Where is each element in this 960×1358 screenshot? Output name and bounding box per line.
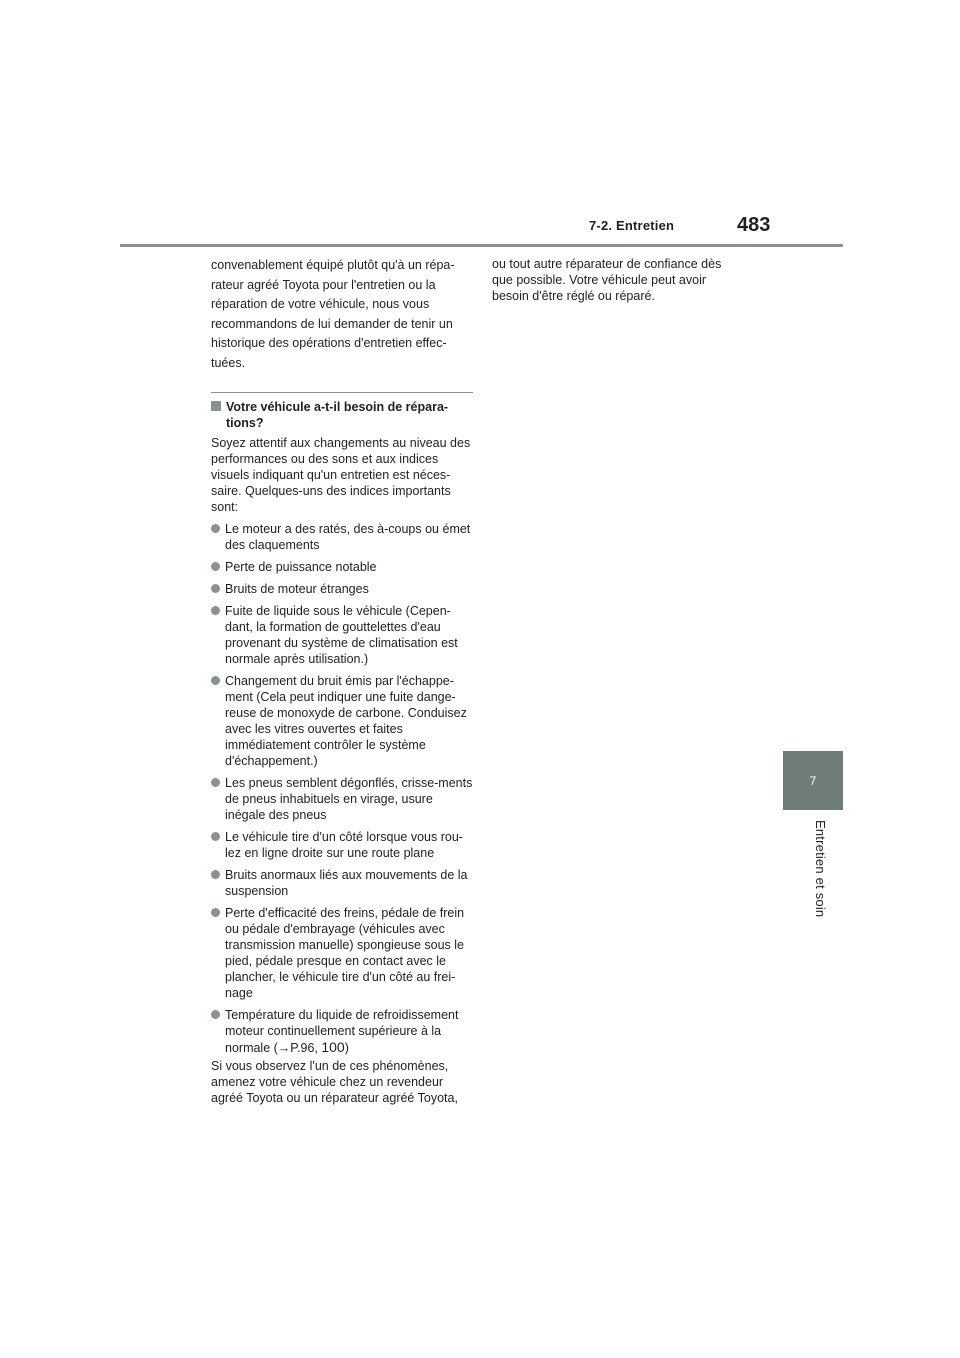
intro-line: convenablement équipé plutôt qu'à un répa- [211, 258, 455, 272]
list-item-text: Bruits anormaux liés aux mouvements de la suspension [225, 868, 468, 898]
list-item [211, 905, 473, 1001]
bullet-dot-icon [211, 778, 220, 787]
list-item [211, 603, 473, 667]
bullet-dot-icon [211, 676, 220, 685]
bullet-dot-icon [211, 1010, 220, 1019]
chapter-label: Entretien et soin [813, 820, 828, 918]
list-item-text: Perte de puissance notable [225, 560, 377, 574]
right-column [492, 256, 742, 304]
list-item-text: Bruits de moteur étranges [225, 582, 369, 596]
list-item-text: Changement du bruit émis par l'échappe-ment (Cela peut indiquer une fuite dange-reuse de monoxyde de carbone. Conduisez avec les vitres ouvertes et faites immédiatement contrôler le système d'échappement.) [225, 674, 467, 768]
list-item-text: Les pneus semblent dégonflés, crisse-ments de pneus inhabituels en virage, usure inégale des pneus [225, 776, 473, 822]
bullet-dot-icon [211, 584, 220, 593]
arrow-right-icon: → [277, 1041, 291, 1055]
list-item-text-main: Température du liquide de refroidissement moteur continuellement supérieure à la normale ( [225, 1008, 459, 1055]
intro-line: historique des opérations d'entretien effec- [211, 336, 447, 350]
list-item [211, 581, 473, 597]
page-reference-link[interactable]: P.96, [290, 1041, 322, 1055]
bullet-dot-icon [211, 524, 220, 533]
closing-paragraph: Si vous observez l'un de ces phénomènes, amenez votre véhicule chez un revendeur agréé Toyota ou un réparateur agréé Toyota, [211, 1059, 458, 1105]
bullet-dot-icon [211, 606, 220, 615]
right-column-text: ou tout autre réparateur de confiance dès que possible. Votre véhicule peut avoir besoin d'être réglé ou réparé. [492, 257, 722, 303]
list-item [211, 1007, 473, 1056]
bullet-dot-icon [211, 908, 220, 917]
intro-paragraph [211, 256, 473, 373]
bullet-dot-icon [211, 870, 220, 879]
intro-line: réparation de votre véhicule, nous vous [211, 297, 430, 311]
list-item-text: Le véhicule tire d'un côté lorsque vous rou-lez en ligne droite sur une route plane [225, 830, 463, 860]
left-column [211, 256, 473, 1106]
page-number: 483 [737, 214, 771, 236]
bullet-dot-icon [211, 562, 220, 571]
list-item [211, 673, 473, 769]
section-title: 7-2. Entretien [589, 218, 675, 233]
symptom-list [211, 521, 473, 1056]
chapter-number: 7 [809, 773, 817, 788]
reference-close: ) [344, 1041, 349, 1055]
list-item [211, 775, 473, 823]
subheading-text: Votre véhicule a-t-il besoin de répara-tions? [226, 400, 449, 430]
list-item [211, 559, 473, 575]
list-item-text: Perte d'efficacité des freins, pédale de frein ou pédale d'embrayage (véhicules avec transmission manuelle) spongieuse sous le pied, pédale presque en contact avec le plancher, le véhicule tire d'un côté au frei-nage [225, 906, 465, 1000]
bullet-dot-icon [211, 832, 220, 841]
intro-line: tuées. [211, 355, 246, 370]
list-item [211, 521, 473, 553]
list-item-text [225, 1007, 473, 1056]
intro-line: recommandons de lui demander de tenir un [211, 316, 453, 331]
page-reference-link-2[interactable]: 100 [321, 1039, 345, 1055]
header-divider [120, 244, 843, 247]
section-divider [211, 392, 473, 393]
list-item [211, 867, 473, 899]
intro-line: rateur agréé Toyota pour l'entretien ou la [211, 277, 436, 292]
list-item [211, 829, 473, 861]
list-item-text: Le moteur a des ratés, des à-coups ou émet des claquements [225, 522, 471, 552]
body-paragraph: Soyez attentif aux changements au niveau des performances ou des sons et aux indices visuels indiquant qu'un entretien est néces-saire. Quelques-uns des indices importants sont: [211, 436, 471, 514]
subheading [211, 399, 473, 431]
chapter-tab [783, 751, 843, 810]
list-item-text: Fuite de liquide sous le véhicule (Cepen-dant, la formation de gouttelettes d'eau provenant du système de climatisation est normale après utilisation.) [225, 604, 458, 666]
square-bullet-icon [211, 401, 221, 411]
